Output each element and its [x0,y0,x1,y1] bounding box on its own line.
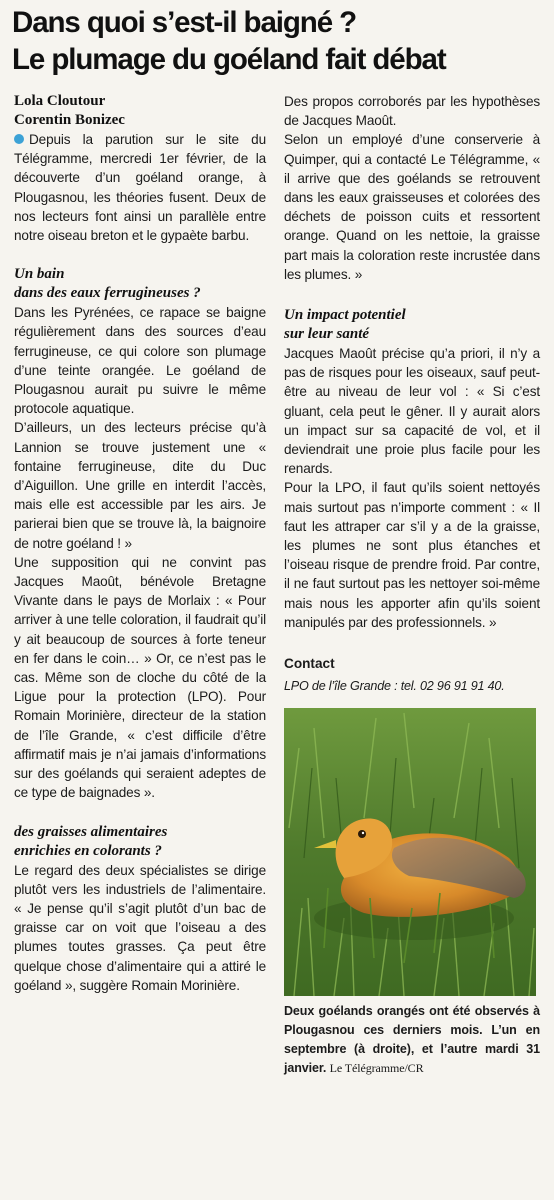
subhead-health-impact [284,306,540,344]
subhead-line: dans des eaux ferrugineuses ? [14,285,201,302]
subhead-line: Un bain [14,266,65,283]
photo-credit: Le Télégramme/CR [329,1061,424,1076]
body-paragraph: Le regard des deux spécialistes se dirige plutôt vers les industriels de l’alimentaire. « Je pense qu’il s’agit plutôt d’un bac de graisse car on voit que l’oiseau a des plumes toutes grasses. Ça peut être quelque chose d’alimentaire qui a attiré le goéland », suggère Romain Morinière. [14,862,266,993]
body-paragraph: Jacques Maoût précise qu’a priori, il n’y a pas de risques pour les oiseaux, sauf peut-être au niveau de leur vol : « Si c’est gluant, cela peut le gêner. Il y aurait alors un impact sur sa capacité de vol, et il deviendrait une proie plus facile pour les renards. [284,346,540,477]
lead-paragraph: Depuis la parution sur le site du Télégramme, mercredi 1er février, de la découverte d’un goéland orange, à Plougasnou, les théories fusent. Deux de nos lecteurs font ainsi un parallèle entre notre oiseau breton et le gypaète barbu. [14,130,266,245]
body-paragraph: Dans les Pyrénées, ce rapace se baigne régulièrement dans des sources d’eau ferrugineuse, ce qui colore son plumage d’une teinte orangée. Le goéland de Plougasnou aurait pu suivre le même protocole aquatique. [14,305,266,417]
subhead-iron-bath [14,265,266,303]
contact-label: Contact [284,656,335,672]
photo-caption [284,1002,540,1078]
headline-line-2: Le plumage du goéland fait débat [12,43,446,76]
body-paragraph: D’ailleurs, un des lecteurs précise qu’à Lannion se trouve justement une « fontaine ferrugineuse, dite du Duc d’Aiguillon. Une grille en interdit l’accès, mais elle est accessible par les airs. Je parierai bien que se trouve là, la baignoire de notre goéland ! » [14,420,266,551]
subhead-line: sur leur santé [284,326,370,343]
headline [12,4,544,78]
subhead-food-grease [14,823,266,861]
orange-gull-photo [284,708,536,996]
author-name: Lola Cloutour [14,93,106,109]
body-paragraph: Une supposition qui ne convint pas Jacques Maoût, bénévole Bretagne Vivante dans le pays de Morlaix : « Pour arriver à une telle coloration, il faudrait qu’il y ait beaucoup de sources à forte teneur en fer dans le coin… » Or, ce n’est pas le cas. Même son de cloche du côté de la Ligue pour la protection (LPO). Pour Romain Morinière, directeur de la station de l’île Grande, « c’est difficile d’être affirmatif mais je n’ai jamais d’informations sur des goélands qui seraient adeptes de ce type de baignades ». [14,554,266,801]
right-column [284,92,540,1078]
authors [14,92,266,130]
body-paragraph: Pour la LPO, il faut qu’ils soient nettoyés mais surtout pas n’importe comment : « Il faut les attraper car s’il y a de la graisse, les plumes ne sont plus étanches et l’oiseau risque de prendre froid. Par contre, il ne faut surtout pas les nettoyer soi-même mais nous les apporter afin qu’ils soient manipulés par des professionnels. » [284,480,540,630]
subhead-line: enrichies en colorants ? [14,842,162,859]
left-column [14,92,266,995]
subhead-line: Un impact potentiel [284,307,406,324]
caption-text: Deux goélands orangés ont été observés à Plougasnou ces derniers mois. L’un en septembre (à droite), et l’autre mardi 31 janvier. [284,1004,540,1076]
contact-text: LPO de l’île Grande : tel. 02 96 91 91 40. [284,679,505,694]
author-name: Corentin Bonizec [14,112,125,128]
body-paragraph: Des propos corroborés par les hypothèses de Jacques Maoût. [284,94,540,129]
body-paragraph: Selon un employé d’une conserverie à Quimper, qui a contacté Le Télégramme, « il arrive que des goélands se retrouvent dans les eaux graisseuses et colorées des déchets de poisson cuits et ressortent orange. Quand on les nettoie, la graisse part mais la coloration reste incrustée dans les plumes. » [284,132,540,282]
subhead-line: des graisses alimentaires [14,823,168,840]
headline-line-1: Dans quoi s’est-il baigné ? [12,6,357,39]
